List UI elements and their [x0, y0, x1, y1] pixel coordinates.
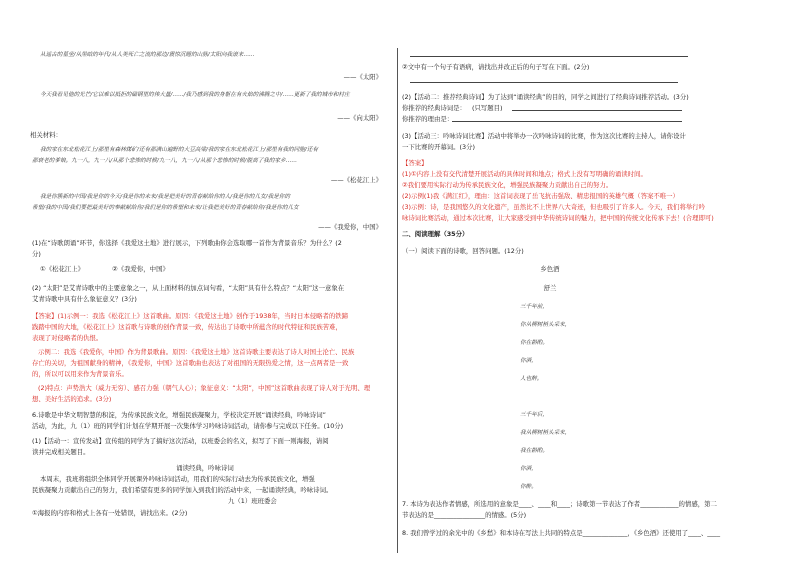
- stanza-2-line-2: 我从柳树梢头采来，: [520, 430, 571, 436]
- stanza-2-line-5: 你醉。: [520, 484, 537, 490]
- stanza-1-line-1: 三千年前，: [520, 304, 548, 310]
- column-divider: [397, 48, 398, 553]
- question-7-line-2: 节表达的是________________的情感。(5分): [402, 511, 527, 519]
- answer-right-line-3: (2)示例(1)我《满江红》，理由：这首词表现了岳飞抗击强敌、精忠报国的英雄气概（答案不唯一）: [402, 192, 679, 200]
- activity-2-subnote: (只写题目): [472, 104, 503, 112]
- source-songhuajiang: ——《松花江上》: [330, 176, 382, 184]
- reading-intro: （一）阅读下面的诗歌，回答问题。(12分): [402, 247, 524, 255]
- question-1-line-1: (1)在“诗歌朗诵”环节，你选择《我爱这土地》进行展示，下列歌曲你会选取哪一首作为背景音乐？为什么？(2: [32, 239, 342, 247]
- answer-blank-sentence: [410, 82, 678, 83]
- answer-right-line-2: ②我们要用实际行动为传承民族文化，增强民族凝聚力贡献出自己的努力。: [402, 181, 613, 189]
- answer-left-line-4: 示例二：我选《我爱你，中国》作为背景歌曲。原因：《我爱这土地》这首诗歌主要表达了诗人对国土沦亡、民族: [38, 348, 355, 356]
- poem-taiyang-line: 从遥古的墓茔/从黑暗的年代/从人类死亡之流的那边/震惊沉睡的山脉/太阳向我滚来……: [40, 52, 255, 58]
- poster-body-line-2: 民族凝聚力贡献出自己的努力，我们希望有更多的同学加入到我们的活动中来，一起诵读经典，吟咏诗词。: [32, 486, 333, 494]
- question-2-line-1: (2) “太阳”是艾青诗歌中的主要意象之一，从上面材料的加点词句看，“太阳”具有什么特点？“太阳”这一意象在: [32, 284, 345, 292]
- answer-blank-poem: [512, 110, 682, 111]
- answer-right-line-5: 咏诗词比赛活动，通过本次比赛，让大家感受到中华传统诗词的魅力，把中国的传统文化传承下去！(合理即可): [402, 214, 714, 222]
- stanza-2-line-4: 你酒，: [520, 466, 537, 472]
- stanza-2-line-1: 三千年后，: [520, 412, 548, 418]
- activity-1-line-1: (1)【活动一：宣传发动】宣传组的同学为了搞好这次活动，以班委会的名义，拟写了下面一则海报，请阅: [32, 437, 329, 445]
- question-7-line-1: 7. 本诗为表达作者情感，所选用的意象是____、____和____；诗歌第一节表达了作者____________的情感，第二: [402, 500, 717, 508]
- option-1: ①《松花江上》: [40, 265, 85, 273]
- stanza-2-line-3: 我在斟酌。: [520, 448, 548, 454]
- poster-title: 诵读经典，吟咏诗词: [176, 464, 234, 472]
- activity-3-line-2: 一下比赛的开幕词。(3分): [402, 143, 475, 151]
- answer-right-line-1: (1)①内容上没有交代清楚开展活动的具体时间和地点；格式上没有写明确的诵读时间。: [402, 170, 647, 178]
- activity-1-line-2: 读并完成相关题目。: [32, 448, 90, 456]
- activity-3-line-1: (3)【活动三：吟咏诗词比赛】活动中将举办一次吟咏诗词的比赛，作为这次比赛的主持人，请你设计: [402, 132, 686, 140]
- stanza-1-line-5: 人也醉。: [520, 376, 543, 382]
- poem-author: 舒兰: [543, 284, 557, 292]
- question-8: 8. 我们曾学过的余光中的《乡愁》和本诗在写法上共同的特点是______________，《乡色酒》还使用了____、____: [402, 529, 721, 537]
- poem-woaini-line-1: 我是你簇新的中国/我是你的今天/我是你的未来/我是把美好的青春献给你的人/我是你的儿女/我是你的: [40, 194, 290, 200]
- question-6-line-1: 6.诗歌是中华文明智慧的积淀，为传承民族文化，增强民族凝聚力，学校决定开展“诵读经典，吟咏诗词”: [32, 411, 326, 419]
- poem-title: 乡色酒: [540, 265, 560, 273]
- related-material-title: 相关材料：: [30, 131, 62, 139]
- answer-right-title: 【答案】: [402, 159, 428, 167]
- poster-signature: 九（1）班班委会: [228, 497, 277, 505]
- section-reading-title: 二、阅读理解（35分）: [402, 230, 469, 238]
- stanza-1-line-2: 你从柳树梢头采来，: [520, 322, 571, 328]
- question-sentence: ②文中有一个句子有语病，请找出并改正后的句子写在下面。(2分): [402, 63, 590, 71]
- poem-songhuajiang-line-2: 那衰老的爹娘。九一八，九一八/从那个悲惨的时候/九一八，九一八/从那个悲惨的时候/脱离了我的家乡……: [32, 158, 297, 164]
- stanza-1-line-3: 你在斟酌。: [520, 340, 548, 346]
- poem-songhuajiang-line-1: 我的家在东北松花江上/那里有森林煤矿/还有那满山遍野的大豆高粱/我的家在东北松花江上/那里有我的同胞/还有: [40, 147, 318, 153]
- stanza-1-line-4: 你酒，: [520, 358, 537, 364]
- poem-woaini-line-2: 希望/我的中国/我们要把最美好的奉献献给你/我们是你的希望和未来/让我把美好的青春献给你/我是你的儿女: [32, 205, 299, 211]
- answer-left-line-6: 的，所以可以用来作为背景音乐。: [32, 370, 128, 378]
- answer-left-line-7: (2)特点：声势浩大（威力无穷）、感召力强（朝气人心）；象征意义：“太阳”，中国”这首歌曲表现了诗人对于光明、理: [38, 384, 371, 392]
- answer-blank-reason: [452, 121, 682, 122]
- answer-left-line-5: 存亡的关切，为祖国献身的精神，《我爱你，中国》这首歌曲也表达了对祖国的无限热爱之情，这一点两者是一致: [32, 359, 349, 367]
- source-woaini: ——《我爱你，中国》: [318, 223, 382, 231]
- activity-2-line-2: 你推荐的经典诗词是：: [402, 104, 466, 112]
- answer-left-line-1: 【答案】(1)示例一：我选《松花江上》这首歌曲。原因：《我爱这土地》创作于1938年，当时日本侵略者的铁蹄: [32, 312, 349, 320]
- answer-blank-top: [410, 56, 688, 57]
- option-2: ②《我爱你，中国》: [112, 265, 169, 273]
- activity-2-line-1: (2)【活动二：推荐经典诗词】为了达到“诵读经典”的目的，同学之间进行了经典诗词推荐活动。(3分): [402, 93, 689, 101]
- answer-left-line-2: 践踏中国的大地，《松花江上》这首歌与诗歌的创作背景一致，传达出了诗歌中所蕴含的时代特征和民族苦难，: [32, 323, 342, 331]
- activity-2-reason: 你推荐的理由是：: [402, 115, 454, 123]
- answer-right-line-4: (3)示例：诗，是我国悠久的文化遗产，虽然比不上世界八大奇迹，但也吸引了许多人。今天，我们将举行吟: [402, 203, 706, 211]
- question-6-line-2: 活动，为此，九（1）班的同学们计划在学期开展一次集体学习吟咏诗词活动，请你参与完成以下任务。(10分): [32, 422, 344, 430]
- question-1-line-2: 分): [32, 250, 41, 258]
- source-taiyang: ——《太阳》: [343, 73, 382, 81]
- source-xiangtaiyang: ——《向太阳》: [337, 114, 382, 122]
- answer-left-line-3: 表现了对侵略者的仇恨。: [32, 334, 103, 342]
- question-2-line-2: 艾青诗歌中具有什么象征意义？(3分): [32, 295, 137, 303]
- poster-body-line-1: 本周末，我班将组织全体同学开展课外吟咏诗词活动，用我们的实际行动去为传承民族文化，增强: [40, 475, 315, 483]
- poem-xiangtaiyang-line: 今天我看见他的光芒/它以难以抵拒的磁钢里的伟大量/……/我乃感到我的身躯在有火焰的沸腾之中/……更新了我的城市和村庄: [40, 92, 350, 98]
- poster-question: ①海报的内容和格式上各有一处错误，请找出来。(2分): [32, 509, 188, 517]
- answer-left-line-8: 想、美好生活的追求。(3分): [32, 395, 112, 403]
